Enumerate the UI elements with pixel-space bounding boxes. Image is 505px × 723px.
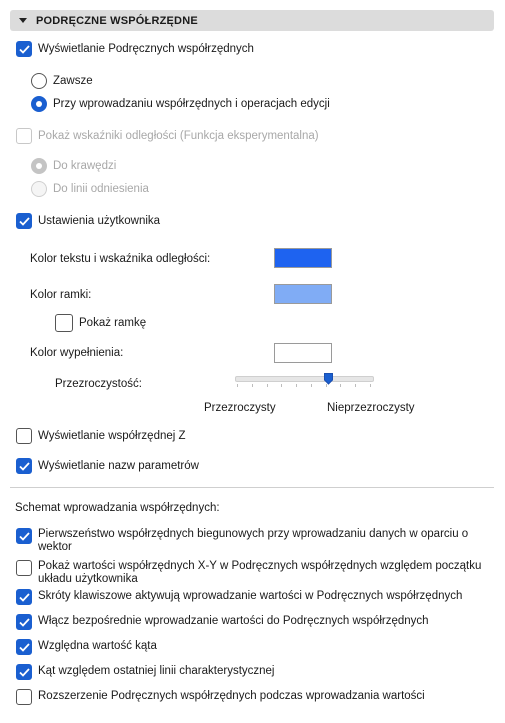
text-color-label: Kolor tekstu i wskaźnika odległości: [30, 253, 211, 265]
always-radio[interactable] [31, 73, 47, 89]
distance-mode-reference[interactable] [31, 181, 149, 197]
input-scheme-option[interactable] [16, 664, 275, 680]
input-scheme-option[interactable] [16, 528, 484, 554]
during-input-label: Przy wprowadzaniu współrzędnych i operacjach edycji [53, 98, 330, 110]
slider-tick [237, 384, 238, 387]
fill-color-label: Kolor wypełnienia: [30, 347, 124, 359]
slider-tick [296, 384, 297, 387]
section-title: PODRĘCZNE WSPÓŁRZĘDNE [36, 14, 198, 27]
slider-tick [281, 384, 282, 387]
show-z-label: Wyświetlanie współrzędnej Z [38, 430, 186, 442]
distance-mode-edge[interactable] [31, 158, 116, 174]
checkmark-icon [19, 532, 30, 541]
transparency-min-label: Przezroczysty [204, 402, 276, 414]
show-frame-option[interactable] [55, 314, 146, 332]
input-scheme-label: Pierwszeństwo współrzędnych biegunowych przy wprowadzaniu danych w oparciu o wektor [38, 528, 469, 553]
checkmark-icon [19, 217, 30, 226]
show-z-option[interactable] [16, 428, 186, 444]
show-frame-label: Pokaż ramkę [79, 317, 147, 329]
show-param-names-checkbox[interactable] [16, 458, 32, 474]
input-scheme-checkbox[interactable] [16, 560, 32, 576]
input-scheme-label: Kąt względem ostatniej linii charakterystycznej [38, 665, 275, 677]
checkmark-icon [19, 618, 30, 627]
transparency-slider[interactable] [235, 376, 374, 382]
checkmark-icon [19, 643, 30, 652]
show-frame-checkbox[interactable] [55, 314, 73, 332]
collapse-triangle-icon[interactable] [19, 18, 27, 23]
to-reference-label: Do linii odniesienia [53, 183, 149, 195]
checkmark-icon [19, 593, 30, 602]
input-scheme-label: Rozszerzenie Podręcznych współrzędnych podczas wprowadzania wartości [38, 690, 425, 702]
show-distance-option[interactable] [16, 128, 319, 144]
checkmark-icon [19, 668, 30, 677]
transparency-max-label: Nieprzezroczysty [327, 402, 415, 414]
user-settings-label: Ustawienia użytkownika [38, 215, 161, 227]
show-distance-checkbox[interactable] [16, 128, 32, 144]
slider-tick [267, 384, 268, 387]
input-scheme-checkbox[interactable] [16, 639, 32, 655]
slider-tick [340, 384, 341, 387]
show-distance-label: Pokaż wskaźniki odległości (Funkcja eksperymentalna) [38, 130, 319, 142]
input-scheme-label: Względna wartość kąta [38, 640, 157, 652]
during-input-radio[interactable] [31, 96, 47, 112]
always-label: Zawsze [53, 75, 93, 87]
slider-tick [252, 384, 253, 387]
show-tracker-checkbox[interactable] [16, 41, 32, 57]
checkmark-icon [19, 462, 30, 471]
input-scheme-label: Skróty klawiszowe aktywują wprowadzanie wartości w Podręcznych współrzędnych [38, 590, 463, 602]
input-scheme-checkbox[interactable] [16, 589, 32, 605]
input-scheme-label: Włącz bezpośrednie wprowadzanie wartości do Podręcznych współrzędnych [38, 615, 429, 627]
show-tracker-label: Wyświetlanie Podręcznych współrzędnych [38, 43, 254, 55]
input-scheme-option[interactable] [16, 614, 429, 630]
section-header[interactable] [10, 10, 494, 31]
show-z-checkbox[interactable] [16, 428, 32, 444]
input-scheme-option[interactable] [16, 589, 462, 605]
input-scheme-checkbox[interactable] [16, 664, 32, 680]
user-settings-option[interactable] [16, 213, 160, 229]
input-scheme-label: Pokaż wartości współrzędnych X-Y w Podręcznych współrzędnych względem początku układu użytkownika [38, 560, 482, 585]
slider-tick [370, 384, 371, 387]
input-scheme-title: Schemat wprowadzania współrzędnych: [15, 502, 220, 514]
show-tracker-option[interactable] [16, 41, 254, 57]
tracker-mode-during-input[interactable] [31, 96, 330, 112]
input-scheme-option[interactable] [16, 689, 425, 705]
to-reference-radio[interactable] [31, 181, 47, 197]
tracker-mode-always[interactable] [31, 73, 93, 89]
slider-tick [311, 384, 312, 387]
slider-tick [355, 384, 356, 387]
input-scheme-checkbox[interactable] [16, 528, 32, 544]
to-edge-radio[interactable] [31, 158, 47, 174]
fill-color-swatch[interactable] [274, 343, 332, 363]
show-param-names-label: Wyświetlanie nazw parametrów [38, 460, 199, 472]
input-scheme-checkbox[interactable] [16, 689, 32, 705]
checkmark-icon [19, 45, 30, 54]
input-scheme-option[interactable] [16, 560, 484, 586]
show-param-names-option[interactable] [16, 458, 199, 474]
slider-thumb-icon[interactable] [324, 373, 333, 385]
frame-color-swatch[interactable] [274, 284, 332, 304]
input-scheme-checkbox[interactable] [16, 614, 32, 630]
divider [10, 487, 494, 488]
frame-color-label: Kolor ramki: [30, 289, 92, 301]
to-edge-label: Do krawędzi [53, 160, 117, 172]
transparency-label: Przezroczystość: [55, 378, 142, 390]
input-scheme-option[interactable] [16, 639, 157, 655]
user-settings-checkbox[interactable] [16, 213, 32, 229]
text-color-swatch[interactable] [274, 248, 332, 268]
